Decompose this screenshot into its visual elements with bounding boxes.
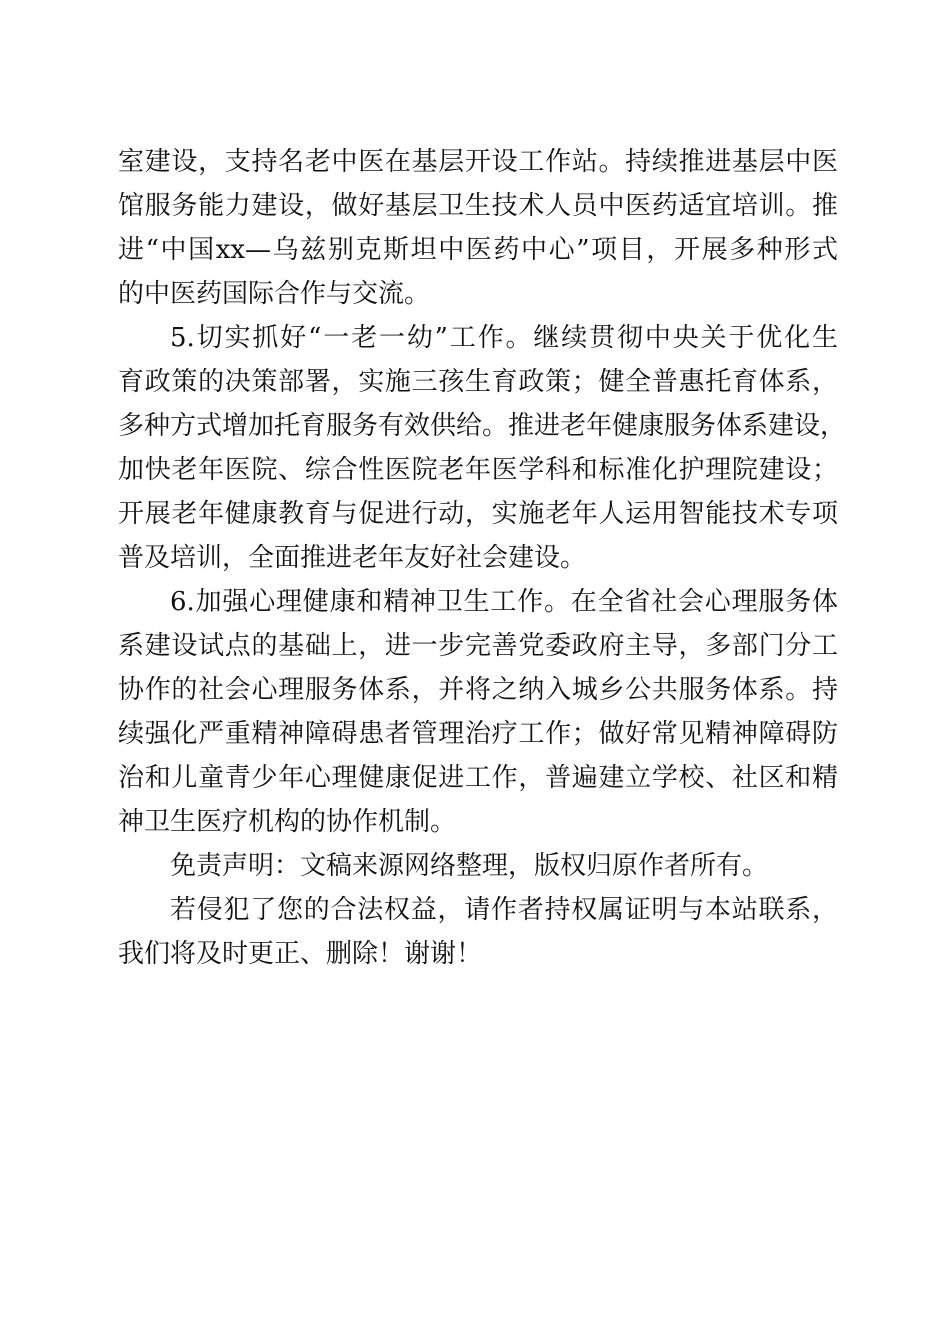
text-line: 室建设，支持名老中医在基层开设工作站。持续推进基层中医 [118,147,838,177]
text-line: 育政策的决策部署，实施三孩生育政策；健全普惠托育体系， [118,367,838,397]
text-line: 开展老年健康教育与促进行动，实施老年人运用智能技术专项 [118,499,838,529]
text-line: 多种方式增加托育服务有效供给。推进老年健康服务体系建设， [118,411,847,441]
text-line: 系建设试点的基础上，进一步完善党委政府主导，多部门分工 [118,631,838,661]
text-line: 馆服务能力建设，做好基层卫生技术人员中医药适宜培训。推 [118,191,838,221]
text-line: 进“中国xx—乌兹别克斯坦中医药中心”项目，开展多种形式 [118,235,838,265]
text-line: 若侵犯了您的合法权益，请作者持权属证明与本站联系， [170,895,838,925]
text-line: 治和儿童青少年心理健康促进工作，普遍建立学校、社区和精 [118,763,838,793]
document-body [118,140,847,976]
text-line: 协作的社会心理服务体系，并将之纳入城乡公共服务体系。持 [118,675,838,705]
text-line: 5.切实抓好“一老一幼”工作。继续贯彻中央关于优化生 [170,323,838,353]
text-line: 续强化严重精神障碍患者管理治疗工作；做好常见精神障碍防 [118,719,838,749]
text-line: 6.加强心理健康和精神卫生工作。在全省社会心理服务体 [170,587,838,617]
text-line: 加快老年医院、综合性医院老年医学科和标准化护理院建设； [118,455,838,485]
text-line: 免责声明：文稿来源网络整理，版权归原作者所有。 [170,851,769,881]
text-line: 普及培训，全面推进老年友好社会建设。 [118,543,587,573]
text-line: 神卫生医疗机构的协作机制。 [118,807,457,837]
text-line: 我们将及时更正、删除！谢谢！ [118,939,483,969]
text-line: 的中医药国际合作与交流。 [118,279,431,309]
